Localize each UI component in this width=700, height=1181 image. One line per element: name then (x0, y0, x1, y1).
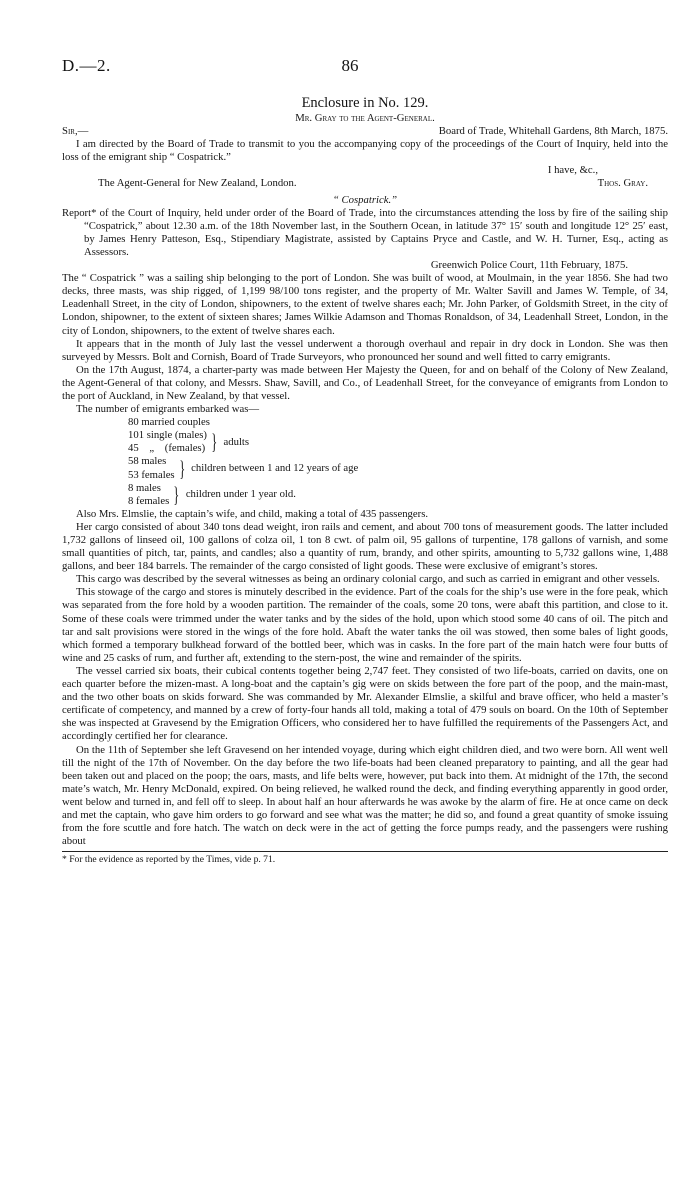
letter-place-date: Board of Trade, Whitehall Gardens, 8th March, 1875. (438, 125, 668, 138)
paragraph-voyage: On the 11th of September she left Gravesend on her intended voyage, during which eight children died, and two were born. All went well till the night of the 17th of November. On the day before the two life-boats had been cleaned preparatory to painting, and all the gear had been taken out and placed on the poop; the oars, masts, and life belts were, however, put back into them. At midnight of the 17th, the second mate’s watch, Mr. Henry McDonald, expired. On being relieved, he walked round the deck, and finding everything apparently in good order, went below and turned in, and fell off to sleep. In about half an hour afterwards he was awoke by the alarm of fire. He at once came on deck and met the captain, who gave him orders to go forward and see what was the matter; he did so, and found a great quantity of smoke issuing from the fore scuttle and fore hatch. The watch on deck were in the act of getting the force pumps ready, and the passengers were rushing about (62, 743, 668, 848)
paragraph-stowage: This stowage of the cargo and stores is minutely described in the evidence. Part of the coals for the ship’s use were in the fore peak, which was separated from the fore hold by a wooden partition. The remainder of the coals, some 20 tons, were abaft this partition, and close to it. Some of these coals were trimmed under the water tanks and by the sides of the hold, upon which stood some 40 cans of oil. The pitch and tar and salt provisions were stored in the wings of the fore hold. Abaft the water tanks the oil was stowed, then some bales of light goods, which formed a temporary bulkhead forward of the bottled beer, which was in casks. In the fore part of the main hatch were four butts of wine and 25 casks of rum, and further aft, extending to the stern-post, the wine and remainder of the spirits. (62, 586, 668, 664)
paragraph-emigrants-intro: The number of emigrants embarked was— (76, 403, 260, 416)
brace-icon: } (173, 481, 180, 507)
infants-males: 8 males (128, 481, 161, 494)
document-reference: D.—2. (62, 56, 111, 75)
salutation: Sir,— (62, 125, 89, 138)
report-place-date: Greenwich Police Court, 11th February, 1875. (430, 259, 628, 272)
infants-females: 8 females (128, 494, 170, 507)
emigrant-infants-group (128, 482, 668, 508)
report-lead: Report* of the Court of Inquiry, held under order of the Board of Trade, into the circumstances attending the loss by fire of the sailing ship “Cospatrick,” about 12.30 a.m. of the 18th November last, in the Southern Ocean, in latitude 37° 15′ south and longitude 12° 25′ east, by James Henry Patteson, Esq., Stipendiary Magistrate, assisted by Captains Pryce and Castle, and W. H. Turner, Esq., acting as Assessors. (62, 206, 668, 258)
infants-label: children under 1 year old. (185, 488, 296, 501)
children-label: children between 1 and 12 years of age (191, 461, 359, 474)
letter-body: I am directed by the Board of Trade to transmit to you the accompanying copy of the proceedings of the Court of Inquiry, held into the loss of the emigrant ship “ Cospatrick.” (62, 138, 668, 164)
brace-icon: } (178, 455, 185, 481)
emigrant-adults-group (128, 429, 668, 455)
page-number: 86 (341, 56, 359, 75)
emigrant-list (128, 416, 668, 508)
letter-heading (62, 125, 668, 138)
emigrant-single-males: 101 single (males) (128, 429, 207, 442)
addressee: The Agent-General for New Zealand, London. (98, 177, 297, 190)
paragraph-charter: On the 17th August, 1874, a charter-party was made between Her Majesty the Queen, for and on behalf of the Colony of New Zealand, the Agent-General of that colony, and Messrs. Shaw, Savill, and Co., of Leadenhall Street, for the conveyance of emigrants from London to the port of Auckland, in New Zealand, by that vessel. (62, 363, 668, 402)
enclosure-title: Enclosure in No. 129. (301, 95, 429, 111)
paragraph-overhaul: It appears that in the month of July last the vessel underwent a thorough overhaul and repair in dry dock in London. She was then surveyed by Messrs. Bolt and Cornish, Board of Trade Surveyors, who pronounced her sound and well fitted to carry emigrants. (62, 337, 668, 363)
signature: Thos. Gray. (597, 177, 648, 190)
footnote: * For the evidence as reported by the Times, vide p. 71. (62, 854, 276, 866)
emigrant-married: 80 married couples (128, 416, 210, 429)
paragraph-cargo: Her cargo consisted of about 340 tons dead weight, iron rails and cement, and about 700 tons of measurement goods. The latter included 1,732 gallons of linseed oil, 100 gallons of colza oil, 1 ton 8 cwt. of palm oil, 95 gallons of turpentine, 178 gallons of varnish, and some small quantities of pitch, tar, paints, and candles; also a quantity of rum, brandy, and other spirits, amounting to 5,732 gallons wine, 1,488 gallons, and beer 184 barrels. The remainder of the cargo consisted of light goods. These were exclusive of emigrant’s stores. (62, 520, 668, 573)
paragraph-vessel: The “ Cospatrick ” was a sailing ship belonging to the port of London. She was built of wood, at Moulmain, in the year 1856. She had two decks, three masts, was ship rigged, of 1,199 98/100 tons register, and the property of Mr. Walter Savill and James W. Temple, of 34, Leadenhall Street, in the city of London, shipowners, to the extent of twelve shares each; Mr. John Parker, of Goldsmith Street, in the city of London, shipowner, to the extent of sixteen shares; James Wilkie Adamson and Thomas Ronaldson, of 34, Leadenhall Street, London, in the city of London, shipowners, to the extent of twelve shares each. (62, 272, 668, 337)
emigrant-children-group (128, 455, 668, 481)
paragraph-cargo-description: This cargo was described by the several witnesses as being an ordinary colonial cargo, and such as carried in emigrant and other vessels. (76, 573, 660, 586)
page-body (62, 90, 668, 866)
emigrant-single-females: 45 „ (females) (128, 442, 206, 455)
letter-footer (62, 177, 668, 190)
letter-from-to: Mr. Gray to the Agent-General. (295, 112, 435, 124)
brace-icon: } (211, 429, 218, 455)
children-males: 58 males (128, 455, 167, 468)
paragraph-total-passengers: Also Mrs. Elmslie, the captain’s wife, and child, making a total of 435 passengers. (76, 507, 429, 520)
footnote-divider (62, 851, 668, 852)
paragraph-boats: The vessel carried six boats, their cubical contents together being 2,747 feet. They consisted of two life-boats, carried on davits, one on each quarter before the mizen-mast. A long-boat and the captain’s gig were on skids between the fore part of the poop, and the main-mast, and the two other boats on skids forward. She was commanded by Mr. Alexander Elmslie, a skilful and brave officer, who held a master’s certificate of competency, and manned by a crew of forty-four hands all told, making a total of 479 souls on board. On the 10th of September she was inspected at Gravesend by the Emigration Officers, who considered her to have fulfilled the requirements of the Passengers Act, and accordingly certified her for clearance. (62, 664, 668, 743)
report-title: “ Cospatrick.” (332, 193, 398, 206)
letter-closing: I have, &c., (547, 164, 598, 177)
adults-label: adults (223, 435, 250, 448)
children-females: 53 females (128, 468, 175, 481)
